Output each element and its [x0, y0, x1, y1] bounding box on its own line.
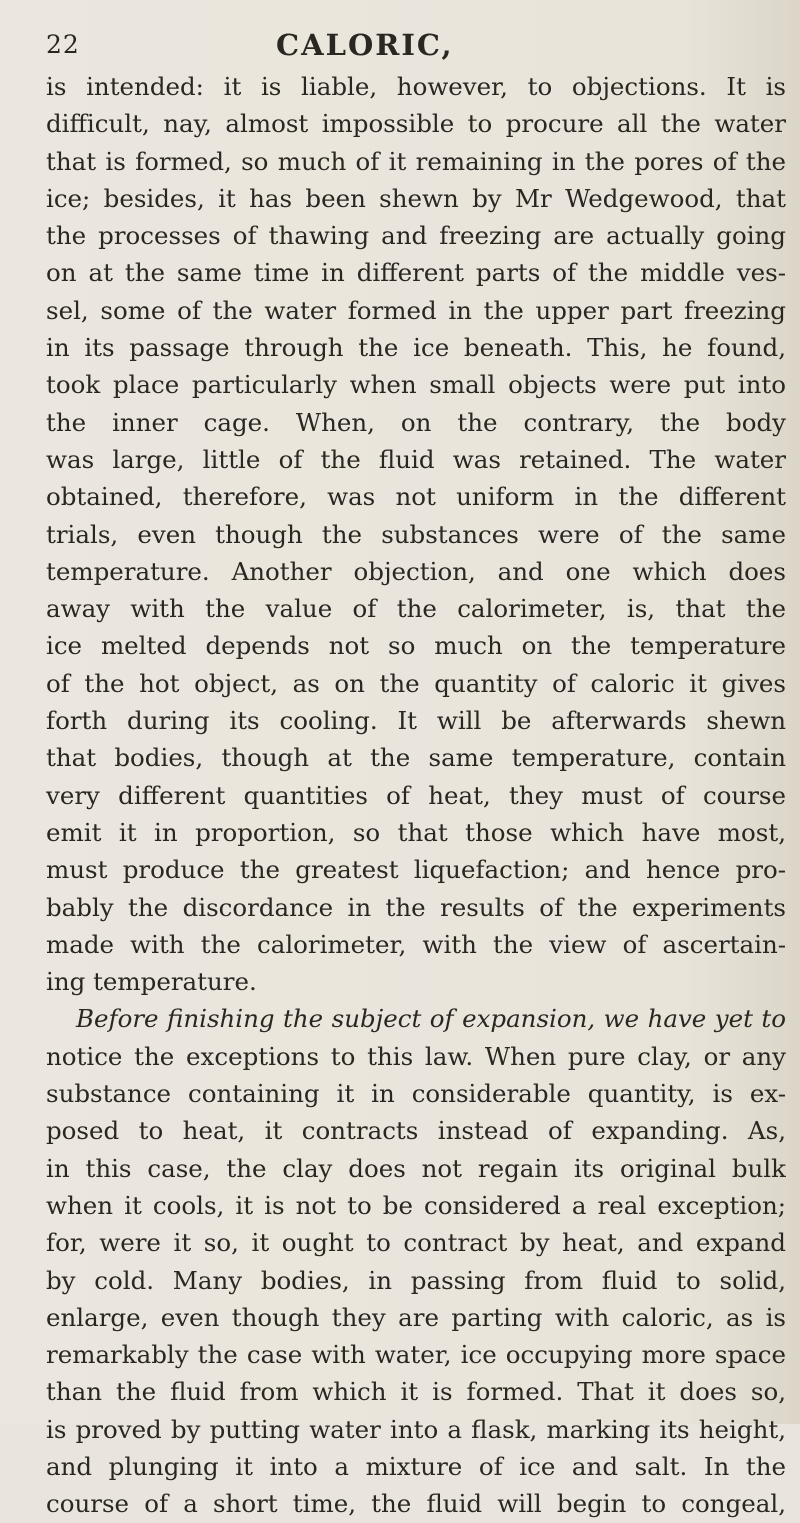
text-line: remarkably the case with water, ice occupying more space — [46, 1340, 786, 1370]
running-head: CALORIC, — [276, 28, 454, 62]
text-line: on at the same time in different parts of the middle ves- — [46, 258, 786, 288]
text-line: substance containing it in considerable quantity, is ex- — [46, 1079, 786, 1109]
text-line: enlarge, even though they are parting with caloric, as is — [46, 1302, 786, 1332]
text-line: was large, little of the fluid was retained. The water — [46, 444, 786, 474]
text-line: obtained, therefore, was not uniform in the different — [46, 482, 786, 512]
text-line: made with the calorimeter, with the view of ascertain- — [46, 929, 786, 959]
text-line: away with the value of the calorimeter, is, that the — [46, 594, 786, 624]
text-line: than the fluid from which it is formed. That it does so, — [46, 1377, 786, 1407]
text-line: trials, even though the substances were of the same — [46, 519, 786, 549]
text-line: emit it in proportion, so that those which have most, — [46, 817, 786, 847]
text-line: bably the discordance in the results of the experiments — [46, 892, 786, 922]
text-line: posed to heat, it contracts instead of expanding. As, — [46, 1116, 786, 1146]
page-header — [46, 28, 740, 68]
page-number: 22 — [46, 30, 80, 59]
text-line: of the hot object, as on the quantity of caloric it gives — [46, 668, 786, 698]
text-line: by cold. Many bodies, in passing from fluid to solid, — [46, 1265, 786, 1295]
text-line: in this case, the clay does not regain its original bulk — [46, 1153, 786, 1183]
text-line: the processes of thawing and freezing are actually going — [46, 221, 786, 251]
text-line: took place particularly when small objects were put into — [46, 370, 786, 400]
text-line: and plunging it into a mixture of ice and salt. In the — [46, 1451, 786, 1481]
text-line: that is formed, so much of it remaining in the pores of the — [46, 146, 786, 176]
text-line: is intended: it is liable, however, to objections. It is — [46, 72, 786, 101]
text-line: must produce the greatest liquefaction; and hence pro- — [46, 855, 786, 885]
text-line: ing temperature. — [46, 967, 257, 997]
text-line: when it cools, it is not to be considered a real exception; — [46, 1190, 786, 1220]
text-line: that bodies, though at the same temperature, contain — [46, 743, 786, 773]
text-line: ice melted depends not so much on the temperature — [46, 631, 786, 661]
text-line: Before finishing the subject of expansion, we have yet to — [76, 1004, 786, 1034]
text-line: the inner cage. When, on the contrary, the body — [46, 407, 786, 437]
text-line: for, were it so, it ought to contract by heat, and expand — [46, 1228, 786, 1258]
text-line: forth during its cooling. It will be afterwards shewn — [46, 706, 786, 736]
text-line: in its passage through the ice beneath. This, he found, — [46, 333, 786, 363]
text-line: course of a short time, the fluid will begin to congeal, — [46, 1489, 786, 1519]
text-line: temperature. Another objection, and one which does — [46, 556, 786, 586]
text-line: difficult, nay, almost impossible to procure all the water — [46, 109, 786, 139]
body-text — [46, 68, 786, 1523]
text-line: very different quantities of heat, they must of course — [46, 780, 786, 810]
text-line: ice; besides, it has been shewn by Mr Wedgewood, that — [46, 183, 786, 213]
text-line: sel, some of the water formed in the upper part freezing — [46, 295, 786, 325]
text-line: is proved by putting water into a flask, marking its height, — [46, 1414, 786, 1444]
text-line: notice the exceptions to this law. When pure clay, or any — [46, 1041, 786, 1071]
